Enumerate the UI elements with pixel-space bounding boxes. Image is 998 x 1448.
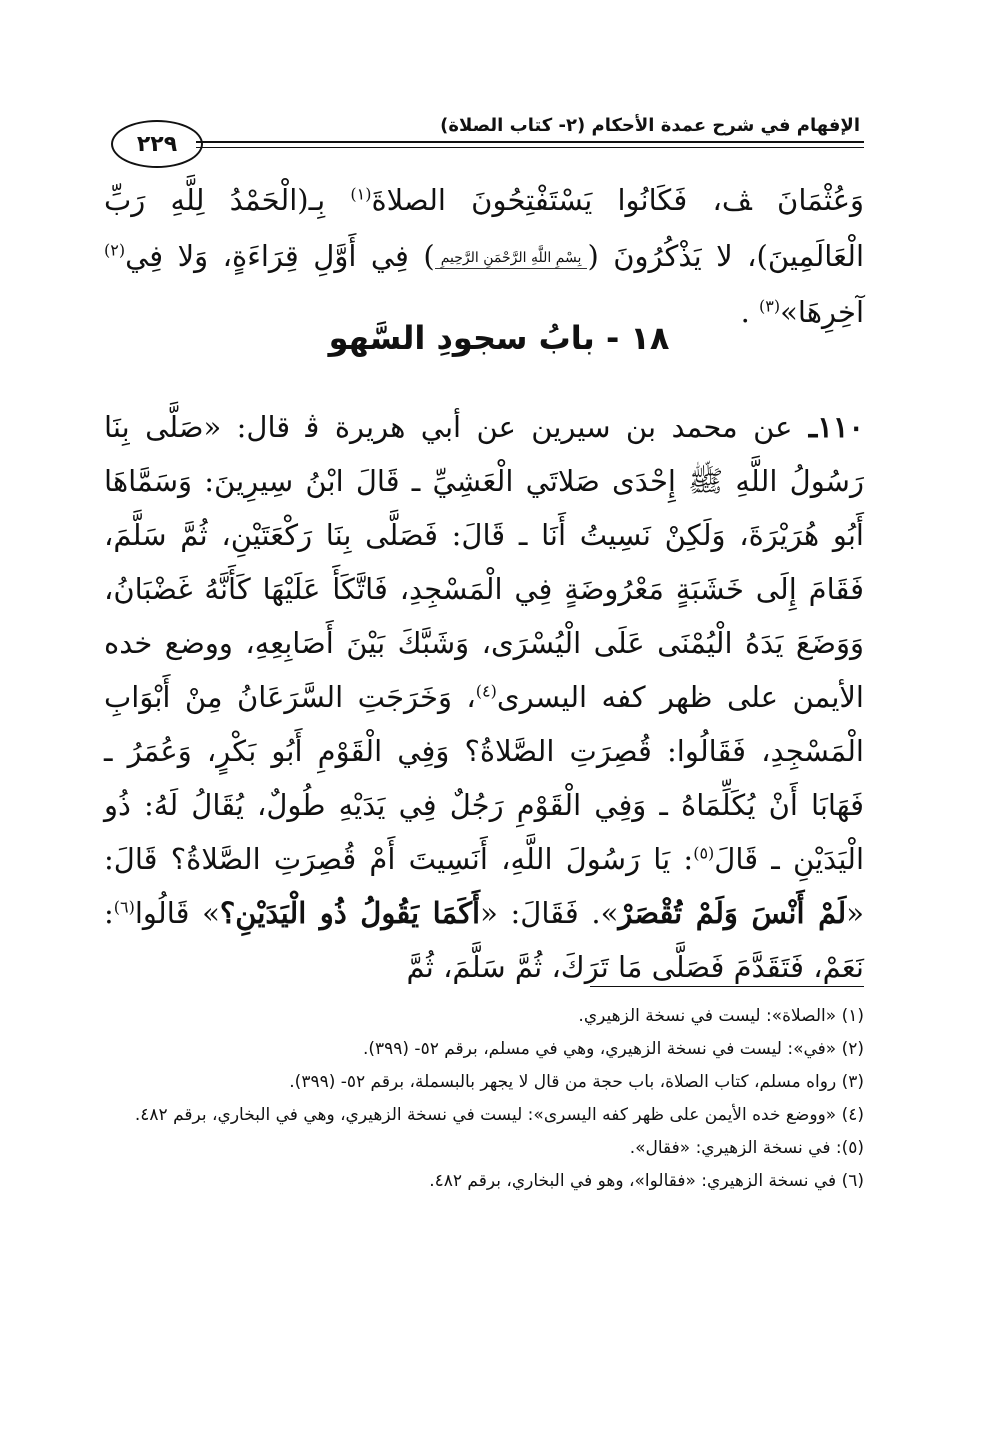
header-rule-thick (196, 141, 864, 143)
hadith-paragraph (104, 400, 864, 994)
footnote-5: (٥): في نسخة الزهيري: «فقال». (629, 1138, 864, 1158)
footnote-4: (٤) «ووضع خده الأيمن على ظهر كفه اليسرى»: ليست في نسخة الزهيري، وهي في البخاري، برقم ٤٨٢. (134, 1105, 864, 1125)
footnote-ref-4: (٤) (475, 681, 497, 701)
footnote-2: (٢) «في»: ليست في نسخة الزهيري، وهي في مسلم، برقم ٥٢- (٣٩٩). (362, 1039, 864, 1059)
footnote-separator (590, 986, 864, 987)
hadith-seg-5: » قَالُوا (134, 896, 220, 930)
top-paragraph (104, 172, 864, 340)
top-line-1-rest: بِـ(الْحَمْدُ لِلَّهِ رَبِّ الْعَالَمِينَ)، لا يَذْكُرُونَ ( (104, 183, 865, 273)
footnote-6: (٦) في نسخة الزهيري: «فقالوا»، وهو في البخاري، برقم ٤٨٢. (429, 1171, 864, 1191)
hadith-seg-4: ». فَقَالَ: « (480, 896, 619, 930)
hadith-seg-2: ، وَخَرَجَتِ السَّرَعَانُ مِنْ أَبْوَابِ الْمَسْجِدِ، فَقَالُوا: قُصِرَتِ الصَّلاةُ؟ وَفِي الْقَوْمِ أَبُو بَكْرٍ، وَعُمَرُ ـ فَهَابَا أَنْ يُكَلِّمَاهُ ـ وَفِي الْقَوْمِ رَجُلٌ فِي يَدَيْهِ طُولٌ، يُقَالُ لَهُ: ذُو الْيَدَيْنِ ـ قَالَ (104, 680, 865, 876)
top-line-2-mid: ) فِي أَوَّلِ قِرَاءَةٍ، وَلا فِي (125, 239, 435, 273)
footnote-ref-1: (١) (350, 184, 372, 204)
hadith-number: ١١٠ـ (792, 410, 864, 444)
hadith-seg-1: عن محمد بن سيرين عن أبي هريرة ﭬ قال: «صَلَّى بِنَا رَسُولُ اللَّهِ ﷺ إِحْدَى صَلاتَي الْعَشِيِّ ـ قَالَ ابْنُ سِيرِينَ: وَسَمَّاهَا أَبُو هُرَيْرَةَ، وَلَكِنْ نَسِيتُ أَنَا ـ قَالَ: فَصَلَّى بِنَا رَكْعَتَيْنِ، ثُمَّ سَلَّمَ، فَقَامَ إِلَى خَشَبَةٍ مَعْرُوضَةٍ فِي الْمَسْجِدِ، فَاتَّكَأَ عَلَيْهَا كَأَنَّهُ غَضْبَانُ، وَوَضَعَ يَدَهُ الْيُمْنَى عَلَى الْيُسْرَى، وَشَبَّكَ بَيْنَ أَصَابِعِهِ، ووضع خده الأيمن على ظهر كفه اليسرى (104, 410, 864, 714)
running-title: الإفهام في شرح عمدة الأحكام (٢- كتاب الصلاة) (440, 115, 860, 136)
top-line-2-end: . (740, 295, 760, 329)
top-line-1: وَعُثْمَانَ ﭫ، فَكَانُوا يَسْتَفْتِحُونَ الصلاةَ (371, 183, 864, 217)
top-line-2-mid2: آخِرِهَا» (780, 295, 864, 329)
footnote-ref-3: (٣) (759, 296, 781, 316)
prophet-quote-1: لَمْ أَنْسَ وَلَمْ تُقْصَرْ (618, 896, 847, 930)
chapter-title: ١٨ - بابُ سجودِ السَّهو (328, 319, 670, 357)
prophet-quote-2: أَكَمَا يَقُولُ ذُو الْيَدَيْنِ؟ (219, 896, 481, 930)
hadith-seg-6: : نَعَمْ، فَتَقَدَّمَ فَصَلَّى مَا تَرَكَ، ثُمَّ سَلَّمَ، ثُمَّ (104, 896, 864, 984)
footnote-ref-6: (٦) (113, 897, 135, 917)
footnote-ref-2: (٢) (104, 240, 126, 260)
hadith-seg-3: : يَا رَسُولَ اللَّهِ، أَنَسِيتَ أَمْ قُصِرَتِ الصَّلاةُ؟ قَالَ: « (104, 842, 864, 930)
header-rule-thin (196, 147, 864, 148)
footnote-ref-5: (٥) (693, 843, 715, 863)
footnote-1: (١) «الصلاة»: ليست في نسخة الزهيري. (578, 1006, 864, 1026)
basmala-glyph: بِسْمِ اللَّهِ الرَّحْمَنِ الرَّحِيمِ (435, 248, 588, 269)
footnote-3: (٣) رواه مسلم، كتاب الصلاة، باب حجة من قال لا يجهر بالبسملة، برقم ٥٢- (٣٩٩). (289, 1072, 864, 1092)
page-number: ٢٢٩ (111, 120, 203, 168)
footnotes (104, 1000, 864, 1198)
